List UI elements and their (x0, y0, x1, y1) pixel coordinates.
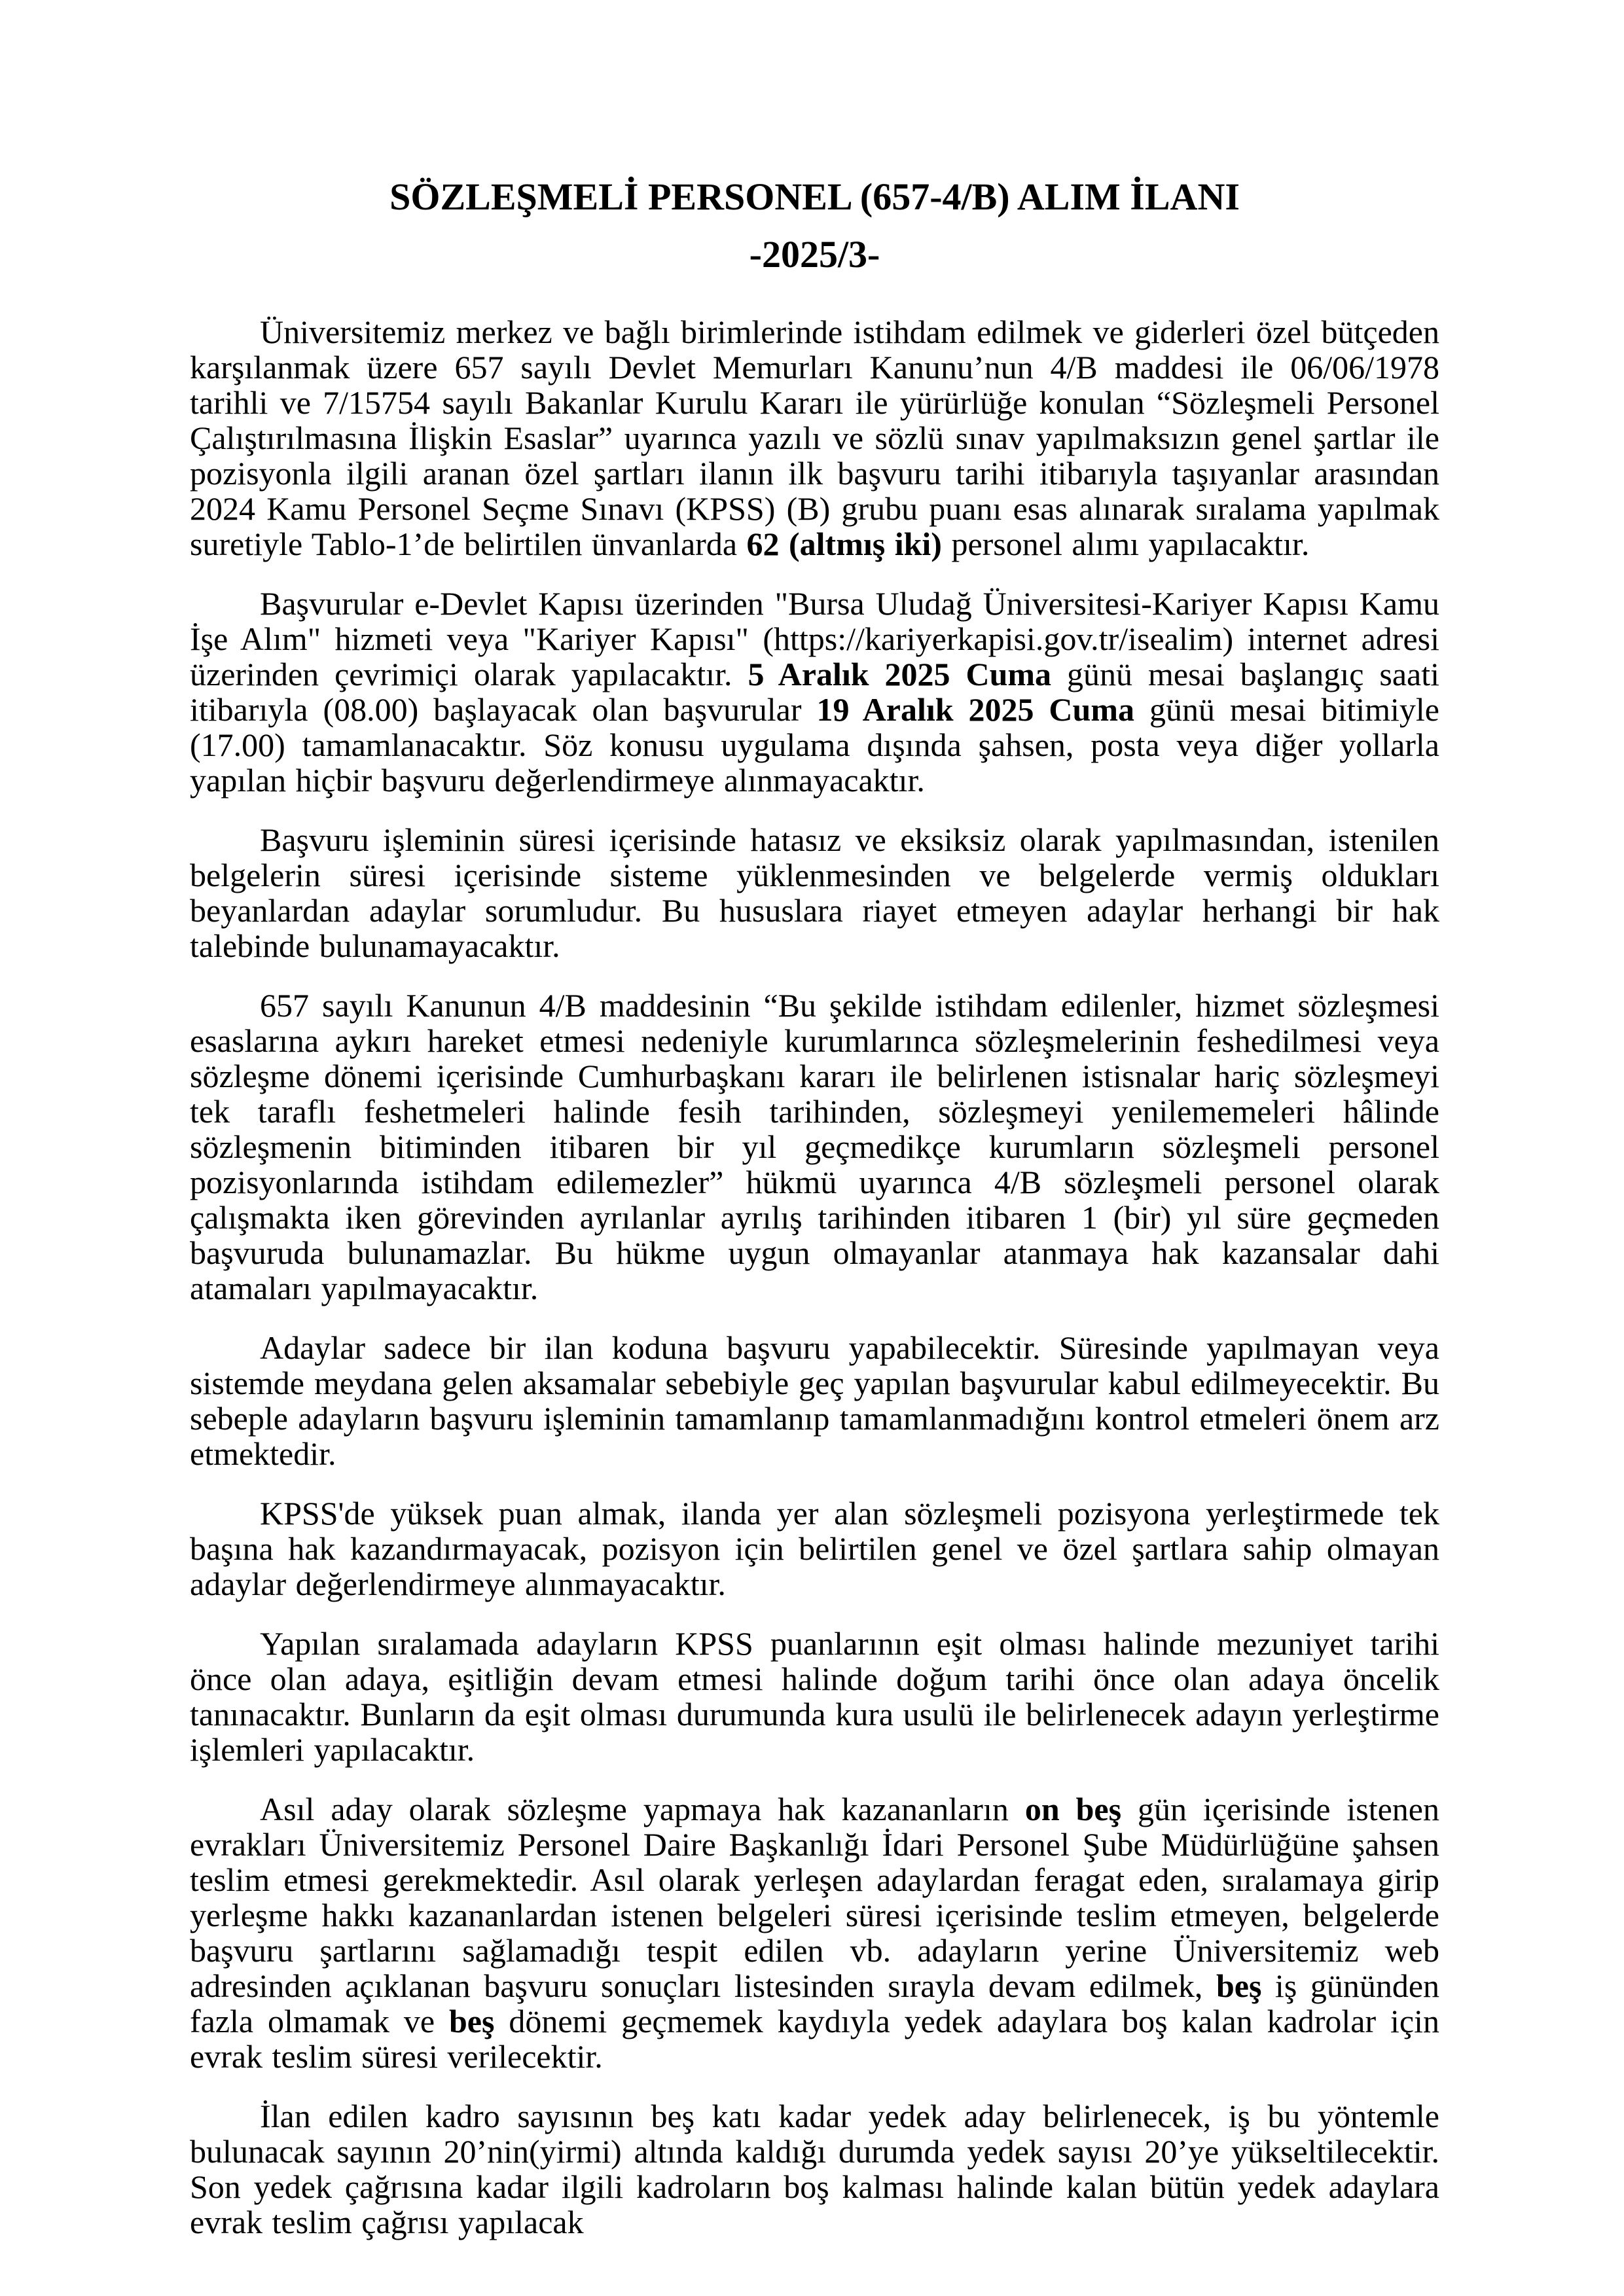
bold-text-run: beş (449, 2003, 495, 2039)
document-body (190, 314, 1439, 2240)
paragraph (190, 2098, 1439, 2240)
text-run: günü mesai bitimiyle (17.00) tamamlanacaktır. Söz konusu uygulama dışında şahsen, posta veya diğer yollarla yapılan hiçbir başvuru değerlendirmeye alınmayacaktır. (190, 691, 1440, 798)
text-run: personel alımı yapılacaktır. (941, 526, 1310, 562)
text-run: İlan edilen kadro sayısının beş katı kadar yedek aday belirlenecek, iş bu yöntemle bulunacak sayının 20’nin(yirmi) altında kaldığı durumda yedek sayısı 20’ye yükseltilecektir. Son yedek çağrısına kadar ilgili kadroların boş kalması halinde kalan bütün yedek adaylara evrak teslim çağrısı yapılacak (190, 2098, 1439, 2240)
text-run: KPSS'de yüksek puan almak, ilanda yer alan sözleşmeli pozisyona yerleştirmede tek başına hak kazandırmayacak, pozisyon için belirtilen genel ve özel şartlara sahip olmayan adaylar değerlendirmeye alınmayacaktır. (190, 1495, 1439, 1602)
bold-text-run: 19 Aralık 2025 Cuma (816, 691, 1134, 728)
paragraph (190, 1496, 1439, 1602)
paragraph (190, 822, 1439, 963)
text-run: günü mesai başlangıç saati itibarıyla (08.00) başlayacak olan başvurular (190, 656, 1439, 728)
text-run: Yapılan sıralamada adayların KPSS puanlarının eşit olması halinde mezuniyet tarihi önce olan adaya, eşitliğin devam etmesi halinde doğum tarihi önce olan adaya öncelik tanınacaktır. Bunların da eşit olması durumunda kura usulü ile belirlenecek adayın yerleştirme işlemleri yapılacaktır. (190, 1625, 1439, 1768)
paragraph (190, 1330, 1439, 1471)
paragraph (190, 1626, 1439, 1767)
text-run: Başvuru işleminin süresi içerisinde hatasız ve eksiksiz olarak yapılmasından, istenilen belgelerin süresi içerisinde sisteme yüklenmesinden ve belgelerde vermiş oldukları beyanlardan adaylar sorumludur. Bu hususlara riayet etmeyen adaylar herhangi bir hak talebinde bulunamayacaktır. (190, 821, 1439, 964)
text-run: Başvurular e-Devlet Kapısı üzerinden "Bursa Uludağ Üniversitesi-Kariyer Kapısı Kamu İşe Alım" hizmeti veya "Kariyer Kapısı" (https://kariyerkapisi.gov.tr/isealim) internet adresi üzerinden çevrimiçi olarak yapılacaktır. (190, 585, 1439, 692)
text-run: 657 sayılı Kanunun 4/B maddesinin “Bu şekilde istihdam edilenler, hizmet sözleşmesi esaslarına aykırı hareket etmesi nedeniyle kurumlarınca sözleşmelerinin feshedilmesi veya sözleşme dönemi içerisinde Cumhurbaşkanı kararı ile belirlenen istisnalar hariç sözleşmeyi tek taraflı feshetmeleri halinde fesih tarihinden, sözleşmeyi yenilememeleri hâlinde sözleşmenin bitiminden itibaren bir yıl geçmedikçe kurumların sözleşmeli personel pozisyonlarında istihdam edilemezler” hükmü uyarınca 4/B sözleşmeli personel olarak çalışmakta iken görevinden ayrılanlar ayrılış tarihinden itibaren 1 (bir) yıl süre geçmeden başvuruda bulunamazlar. Bu hükme uygun olmayanlar atanmaya hak kazansalar dahi atamaları yapılmayacaktır. (190, 987, 1439, 1306)
text-run: Üniversitemiz merkez ve bağlı birimlerinde istihdam edilmek ve giderleri özel bütçeden karşılanmak üzere 657 sayılı Devlet Memurları Kanunu’nun 4/B maddesi ile 06/06/1978 tarihli ve 7/15754 sayılı Bakanlar Kurulu Kararı ile yürürlüğe konulan “Sözleşmeli Personel Çalıştırılmasına İlişkin Esaslar” uyarınca yazılı ve sözlü sınav yapılmaksızın genel şartlar ile pozisyonla ilgili aranan özel şartları ilanın ilk başvuru tarihi itibarıyla taşıyanlar arasından 2024 Kamu Personel Seçme Sınavı (KPSS) (B) grubu puanı esas alınarak sıralama yapılmak suretiyle Tablo-1’de belirtilen ünvanlarda (190, 314, 1439, 562)
bold-text-run: beş (1216, 1967, 1262, 2004)
text-run: dönemi geçmemek kaydıyla yedek adaylara boş kalan kadrolar için evrak teslim süresi verilecektir. (190, 2003, 1439, 2075)
bold-text-run: on beş (1024, 1791, 1122, 1827)
text-run: Adaylar sadece bir ilan koduna başvuru yapabilecektir. Süresinde yapılmayan veya sistemde meydana gelen aksamalar sebebiyle geç yapılan başvurular kabul edilmeyecektir. Bu sebeple adayların başvuru işleminin tamamlanıp tamamlanmadığını kontrol etmeleri önem arz etmektedir. (190, 1329, 1439, 1472)
bold-text-run: 62 (altmış iki) (746, 526, 942, 562)
bold-text-run: 5 Aralık 2025 Cuma (748, 656, 1052, 692)
text-run: Asıl aday olarak sözleşme yapmaya hak kazananların (260, 1791, 1025, 1827)
text-run: iş gününden fazla olmamak ve (190, 1967, 1440, 2039)
paragraph (190, 988, 1439, 1306)
document-title: SÖZLEŞMELİ PERSONEL (657-4/B) ALIM İLANI (389, 175, 1240, 218)
document-subtitle: -2025/3- (749, 233, 880, 276)
paragraph (190, 1791, 1439, 2074)
text-run: gün içerisinde istenen evrakları Üniversitemiz Personel Daire Başkanlığı İdari Personel Şube Müdürlüğüne şahsen teslim etmesi gerekmektedir. Asıl olarak yerleşen adaylardan feragat eden, sıralamaya girip yerleşme hakkı kazananlardan istenen belgeleri süresi içerisinde teslim etmeyen, belgelerde başvuru şartlarını sağlamadığı tespit edilen vb. adayların yerine Üniversitemiz web adresinden açıklanan başvuru sonuçları listesinden sırayla devam edilmek, (190, 1791, 1439, 2004)
paragraph (190, 586, 1439, 798)
paragraph (190, 314, 1439, 562)
